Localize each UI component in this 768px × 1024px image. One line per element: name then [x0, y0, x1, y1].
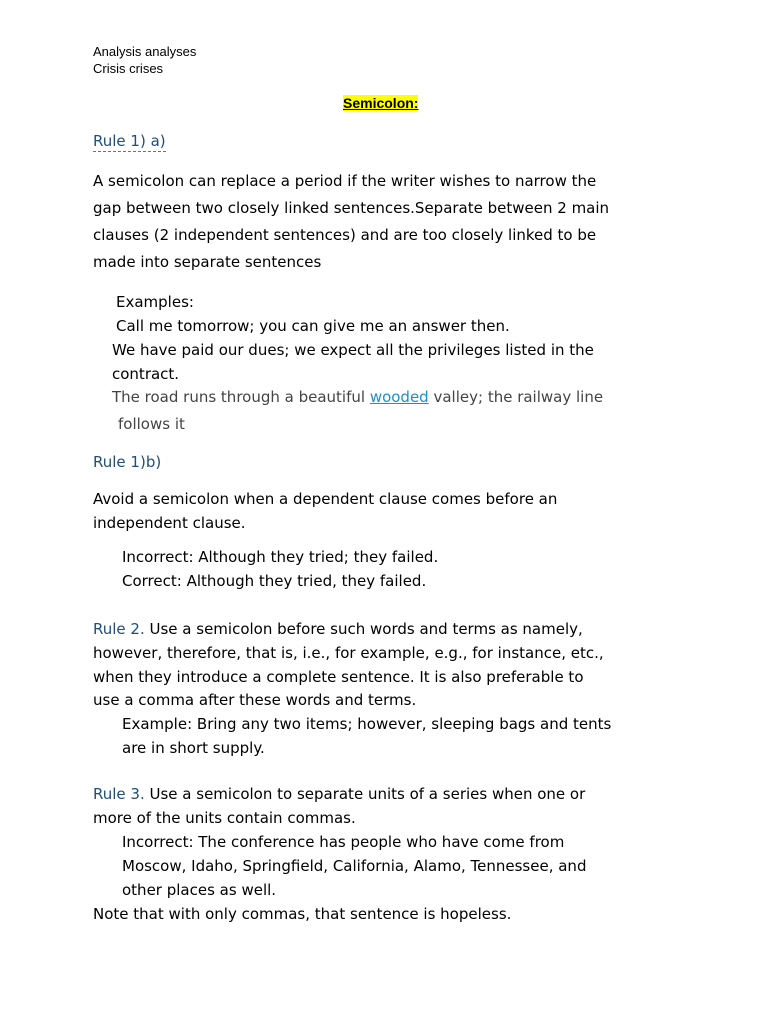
example-3-line-1: The road runs through a beautiful wooded valley; the railway line [112, 388, 604, 406]
rule-1a-line-1: A semicolon can replace a period if the writer wishes to narrow the [93, 172, 597, 190]
rule-3-note: Note that with only commas, that sentence is hopeless. [93, 905, 512, 923]
rule-3-incorrect-1: Incorrect: The conference has people who have come from [122, 833, 565, 851]
examples-label: Examples: [116, 293, 194, 311]
rule-1a-line-4: made into separate sentences [93, 253, 322, 271]
rule-3-label: Rule 3. [93, 785, 145, 803]
rule-2-line-2: however, therefore, that is, i.e., for example, e.g., for instance, etc., [93, 644, 604, 662]
example-2-line-1: We have paid our dues; we expect all the privileges listed in the [112, 341, 594, 359]
rule-3-incorrect-3: other places as well. [122, 881, 277, 899]
incorrect-example: Incorrect: Although they tried; they failed. [122, 548, 439, 566]
header-line-1: Analysis analyses [93, 44, 197, 59]
rule-2-example-1: Example: Bring any two items; however, sleeping bags and tents [122, 715, 612, 733]
rule-3-incorrect-2: Moscow, Idaho, Springfield, California, Alamo, Tennessee, and [122, 857, 587, 875]
rule-3-line-2: more of the units contain commas. [93, 809, 356, 827]
rule-1a-line-2: gap between two closely linked sentences.Separate between 2 main [93, 199, 610, 217]
wooded-link[interactable]: wooded [369, 388, 429, 406]
rule-1b-heading: Rule 1)b) [93, 453, 162, 471]
correct-example: Correct: Although they tried, they failed. [122, 572, 427, 590]
rule-2-line-3: when they introduce a complete sentence. It is also preferable to [93, 668, 584, 686]
rule-2-label: Rule 2. [93, 620, 145, 638]
example-2-line-2: contract. [112, 365, 180, 383]
rule-2-line-4: use a comma after these words and terms. [93, 691, 417, 709]
rule-2-line-1: Rule 2. Use a semicolon before such words and terms as namely, [93, 620, 583, 638]
rule-3-line-1: Rule 3. Use a semicolon to separate units of a series when one or [93, 785, 586, 803]
rule-1b-line-2: independent clause. [93, 514, 246, 532]
rule-1b-line-1: Avoid a semicolon when a dependent clause comes before an [93, 490, 558, 508]
rule-1a-heading: Rule 1) a) [93, 132, 166, 150]
page-title: Semicolon: [343, 95, 419, 111]
rule-2-example-2: are in short supply. [122, 739, 265, 757]
rule-1a-line-3: clauses (2 independent sentences) and are too closely linked to be [93, 226, 597, 244]
example-3-line-2: follows it [118, 415, 185, 433]
header-line-2: Crisis crises [93, 61, 164, 76]
example-1: Call me tomorrow; you can give me an answer then. [116, 317, 510, 335]
